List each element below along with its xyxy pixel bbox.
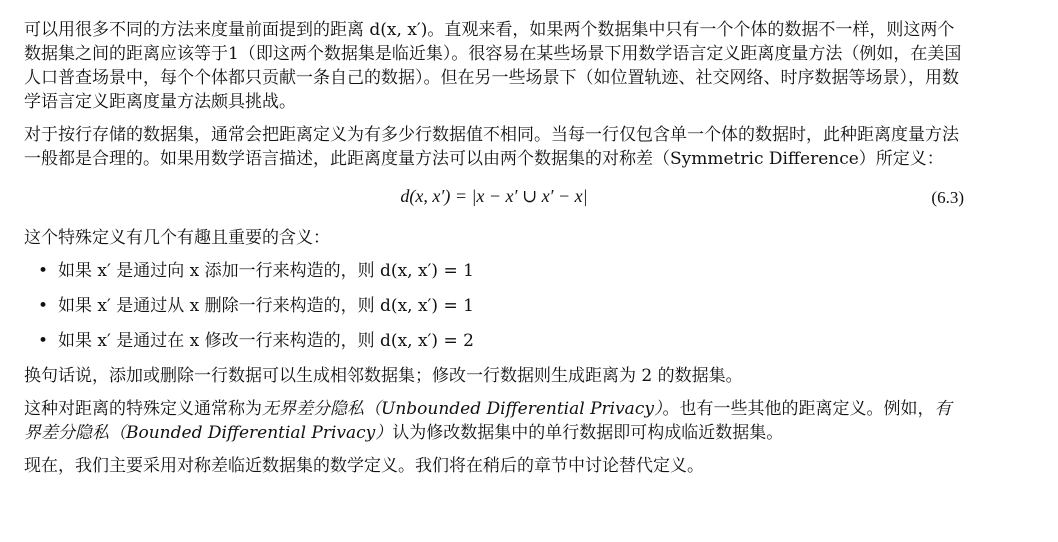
bullet-icon: •: [38, 331, 49, 351]
list-item-text: 如果 x′ 是通过从 x 删除一行来构造的，则 d(x, x′) = 1: [58, 296, 474, 316]
list-item-add-row: [38, 259, 964, 283]
equation-body: d(x, x′) = |x − x′ ∪ x′ − x|: [400, 186, 588, 206]
paragraph-implications: 这个特殊定义有几个有趣且重要的含义：: [24, 228, 330, 248]
document-page: [24, 18, 964, 487]
paragraph-unbounded-bounded: [24, 397, 964, 445]
paragraph-distance-intro: 可以用很多不同的方法来度量前面提到的距离 d(x, x′)。直观来看，如果两个数据集中只有一个个体的数据不一样，则这两个数据集之间的距离应该等于1（即这两个数据集是临近集）。很容易在某些场景下用数学语言定义距离度量方法（例如，在美国人口普查场景中，每个个体都只贡献一条自己的数据）。但在另一些场景下（如位置轨迹、社交网络、时序数据等场景），用数学语言定义距离度量方法颇具挑战。: [24, 20, 962, 112]
text-segment: 认为修改数据集中的单行数据即可构成临近数据集。: [392, 423, 784, 443]
text-segment: 这种对距离的特殊定义通常称为: [24, 399, 262, 419]
text-segment: 。也有一些其他的距离定义。例如，: [662, 399, 935, 419]
list-item-modify-row: [38, 329, 964, 353]
paragraph-symmetric-difference: 对于按行存储的数据集，通常会把距离定义为有多少行数据值不相同。当每一行仅包含单一个体的数据时，此种距离度量方法一般都是合理的。如果用数学语言描述，此距离度量方法可以由两个数据集的对称差（Symmetric Difference）所定义：: [24, 125, 959, 169]
bullet-icon: •: [38, 296, 49, 316]
equation-6-3: [24, 180, 964, 220]
implications-list: [24, 259, 964, 353]
list-item-text: 如果 x′ 是通过向 x 添加一行来构造的，则 d(x, x′) = 1: [58, 261, 474, 281]
paragraph-neighbor-summary: 换句话说，添加或删除一行数据可以生成相邻数据集；修改一行数据则生成距离为 2 的数据集。: [24, 366, 743, 386]
equation-number: (6.3): [931, 188, 964, 207]
list-item-delete-row: [38, 294, 964, 318]
term-bounded-dp: 有界差分隐私（Bounded Differential Privacy）: [24, 399, 952, 443]
bullet-icon: •: [38, 261, 49, 281]
paragraph-conclusion: 现在，我们主要采用对称差临近数据集的数学定义。我们将在稍后的章节中讨论替代定义。: [24, 456, 704, 476]
list-item-text: 如果 x′ 是通过在 x 修改一行来构造的，则 d(x, x′) = 2: [58, 331, 474, 351]
term-unbounded-dp: 无界差分隐私（Unbounded Differential Privacy）: [262, 399, 663, 419]
